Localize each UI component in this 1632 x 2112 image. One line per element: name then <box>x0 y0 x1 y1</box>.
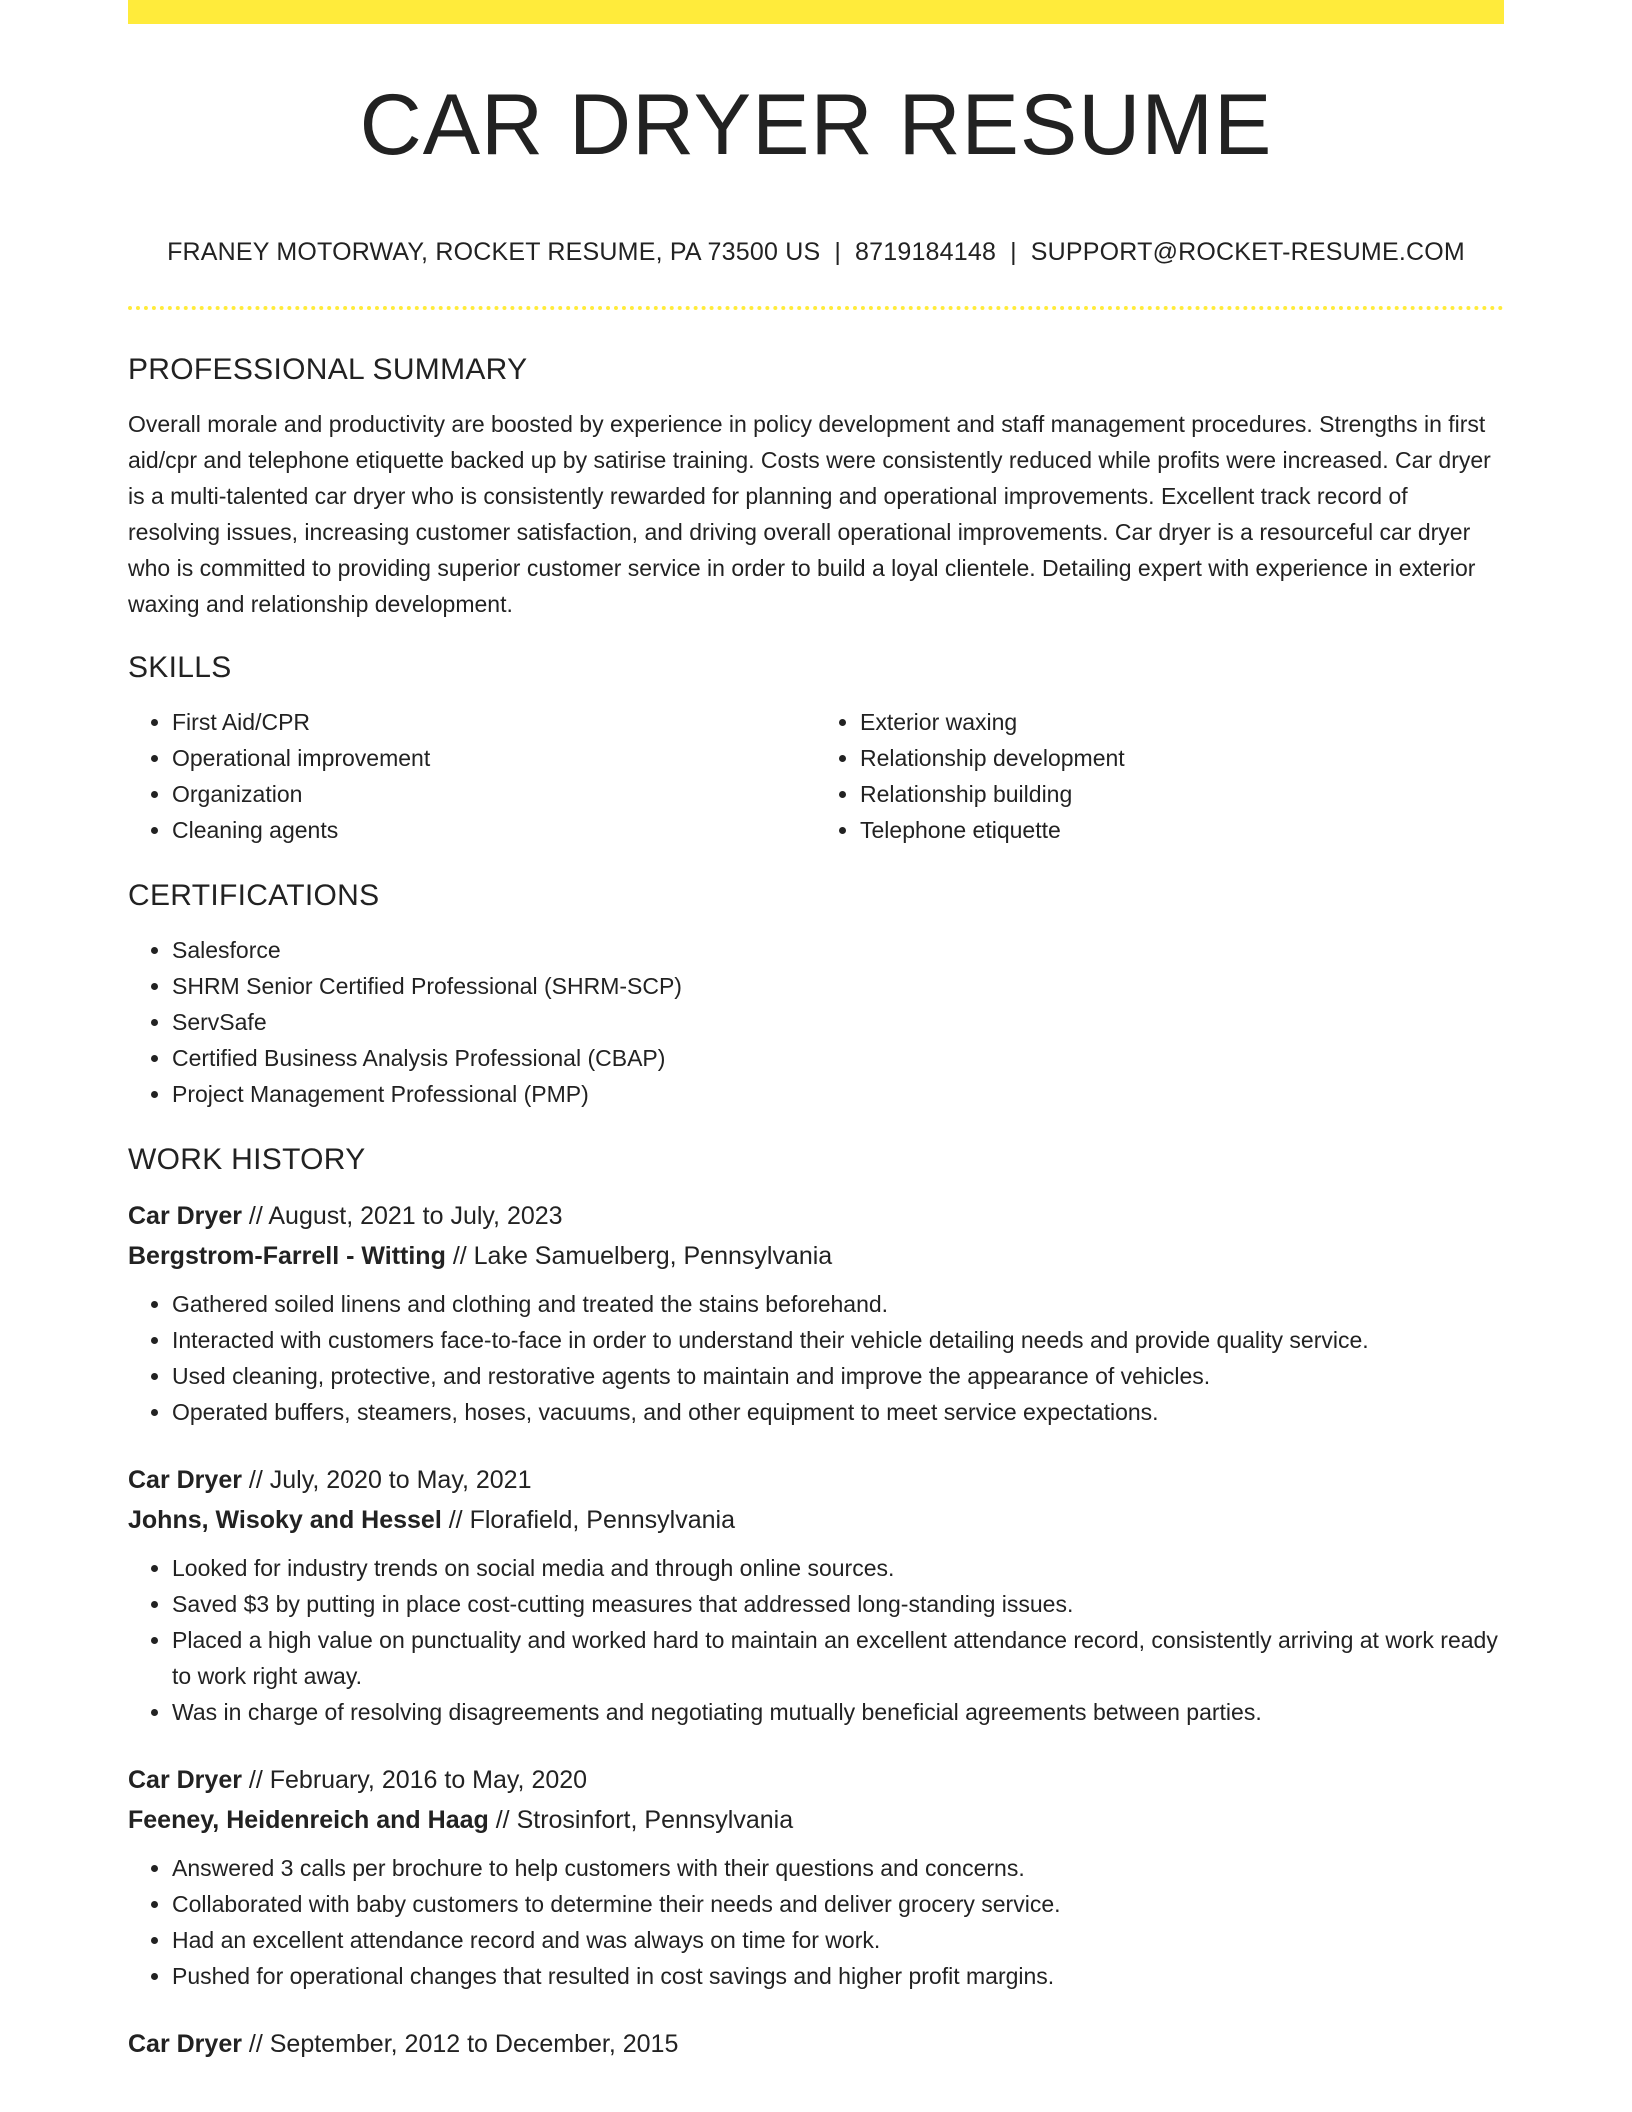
skill-item: • Telephone etiquette <box>860 812 1504 848</box>
job-bullet: • Collaborated with baby customers to determine their needs and deliver grocery service. <box>172 1886 1504 1922</box>
job-title-line <box>128 1196 1504 1236</box>
job-entry <box>128 1196 1504 1430</box>
contact-separator: | <box>1010 238 1017 266</box>
skill-item: • Operational improvement <box>172 740 816 776</box>
skills-list-left <box>128 704 816 848</box>
job-dates: // August, 2021 to July, 2023 <box>248 1202 563 1230</box>
job-company-line <box>128 1500 1504 1540</box>
resume-body <box>128 352 1504 2094</box>
job-bullet: • Gathered soiled linens and clothing and treated the stains beforehand. <box>172 1286 1504 1322</box>
job-location: // Florafield, Pennsylvania <box>448 1506 735 1534</box>
skills-section <box>128 650 1504 848</box>
job-dates: // February, 2016 to May, 2020 <box>248 1766 588 1794</box>
summary-section <box>128 352 1504 622</box>
job-title: Car Dryer <box>128 1466 242 1494</box>
job-location: // Lake Samuelberg, Pennsylvania <box>452 1242 833 1270</box>
skills-list-right <box>816 704 1504 848</box>
certification-item: • Certified Business Analysis Professional (CBAP) <box>172 1040 1504 1076</box>
job-title-line <box>128 2024 1504 2064</box>
skill-item: • Exterior waxing <box>860 704 1504 740</box>
job-company: Feeney, Heidenreich and Haag <box>128 1806 489 1834</box>
job-bullets <box>128 1550 1504 1730</box>
work-history-section <box>128 1142 1504 2064</box>
job-bullets <box>128 1850 1504 1994</box>
contact-email: SUPPORT@ROCKET-RESUME.COM <box>1030 238 1465 266</box>
skills-heading: SKILLS <box>128 651 232 684</box>
certification-item: • Salesforce <box>172 932 1504 968</box>
job-bullet: • Answered 3 calls per brochure to help customers with their questions and concerns. <box>172 1850 1504 1886</box>
summary-heading: PROFESSIONAL SUMMARY <box>128 353 528 386</box>
job-title: Car Dryer <box>128 2030 242 2058</box>
resume-title: CAR DRYER RESUME <box>359 77 1273 173</box>
skill-item: • First Aid/CPR <box>172 704 816 740</box>
certification-item: • Project Management Professional (PMP) <box>172 1076 1504 1112</box>
work-history-heading: WORK HISTORY <box>128 1143 366 1176</box>
job-entry <box>128 1760 1504 1994</box>
skill-item: • Relationship development <box>860 740 1504 776</box>
job-company: Johns, Wisoky and Hessel <box>128 1506 442 1534</box>
job-title: Car Dryer <box>128 1202 242 1230</box>
job-bullet: • Interacted with customers face-to-face in order to understand their vehicle detailing needs and provide quality service. <box>172 1322 1504 1358</box>
job-bullet: • Looked for industry trends on social media and through online sources. <box>172 1550 1504 1586</box>
job-bullets <box>128 1286 1504 1430</box>
certifications-section <box>128 878 1504 1112</box>
certification-item: • ServSafe <box>172 1004 1504 1040</box>
certifications-list <box>128 932 1504 1112</box>
skill-item: • Cleaning agents <box>172 812 816 848</box>
contact-line <box>128 238 1504 267</box>
certifications-heading: CERTIFICATIONS <box>128 879 380 912</box>
job-location: // Strosinfort, Pennsylvania <box>495 1806 794 1834</box>
job-company: Bergstrom-Farrell - Witting <box>128 1242 446 1270</box>
contact-phone: 8719184148 <box>855 238 997 266</box>
job-bullet: • Used cleaning, protective, and restorative agents to maintain and improve the appearance of vehicles. <box>172 1358 1504 1394</box>
job-bullet: • Operated buffers, steamers, hoses, vacuums, and other equipment to meet service expectations. <box>172 1394 1504 1430</box>
job-title-line <box>128 1460 1504 1500</box>
dotted-divider <box>128 306 1504 310</box>
skill-item: • Relationship building <box>860 776 1504 812</box>
job-entry <box>128 2024 1504 2064</box>
job-bullet: • Pushed for operational changes that resulted in cost savings and higher profit margins. <box>172 1958 1504 1994</box>
job-bullet: • Placed a high value on punctuality and worked hard to maintain an excellent attendance record, consistently arriving at work ready to work right away. <box>172 1622 1504 1694</box>
job-company-line <box>128 1236 1504 1276</box>
contact-address: FRANEY MOTORWAY, ROCKET RESUME, PA 73500 US <box>167 238 821 266</box>
job-entry <box>128 1460 1504 1730</box>
contact-separator: | <box>834 238 842 266</box>
summary-text: Overall morale and productivity are boosted by experience in policy development and staff management procedures. Strengths in first aid/cpr and telephone etiquette backed up by satirise training. Costs were consistently reduced while profits were increased. Car dryer is a multi-talented car dryer who is consistently rewarded for planning and operational improvements. Excellent track record of resolving issues, increasing customer satisfaction, and driving overall operational improvements. Car dryer is a resourceful car dryer who is committed to providing superior customer service in order to build a loyal clientele. Detailing expert with experience in exterior waxing and relationship development. <box>128 411 1491 617</box>
skill-item: • Organization <box>172 776 816 812</box>
skills-columns <box>128 704 1504 848</box>
job-company-line <box>128 1800 1504 1840</box>
job-bullet: • Was in charge of resolving disagreements and negotiating mutually beneficial agreements between parties. <box>172 1694 1504 1730</box>
job-title-line <box>128 1760 1504 1800</box>
job-bullet: • Saved $3 by putting in place cost-cutting measures that addressed long-standing issues. <box>172 1586 1504 1622</box>
job-bullet: • Had an excellent attendance record and was always on time for work. <box>172 1922 1504 1958</box>
job-title: Car Dryer <box>128 1766 242 1794</box>
accent-top-bar <box>128 0 1504 24</box>
certification-item: • SHRM Senior Certified Professional (SHRM-SCP) <box>172 968 1504 1004</box>
job-dates: // September, 2012 to December, 2015 <box>248 2030 679 2058</box>
job-dates: // July, 2020 to May, 2021 <box>248 1466 532 1494</box>
